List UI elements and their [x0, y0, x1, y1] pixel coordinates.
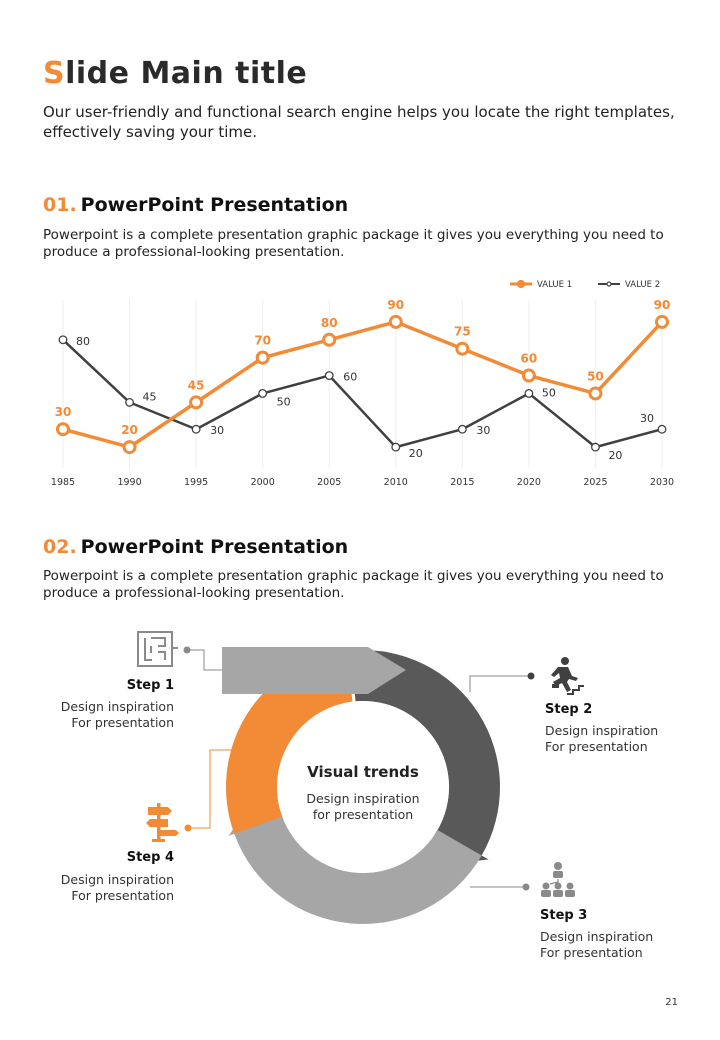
- step-2-description: [545, 723, 658, 755]
- value-2-point: [325, 372, 333, 380]
- cycle-center-desc-line-2: for presentation: [312, 807, 414, 822]
- step-2-desc-line-1: Design inspiration: [545, 723, 659, 738]
- step-2-connector: [470, 676, 531, 692]
- value-2-point: [192, 425, 200, 433]
- x-tick-label: 2010: [383, 477, 408, 488]
- step-4-desc-line-1: Design inspiration: [60, 872, 174, 887]
- step-4-desc-line-2: For presentation: [71, 888, 174, 903]
- value-2-data-label: 30: [640, 412, 654, 426]
- page-number: 21: [665, 997, 678, 1008]
- x-tick-label: 2025: [583, 477, 608, 488]
- title-rest: lide Main title: [65, 56, 308, 91]
- value-1-data-label: 20: [121, 423, 138, 438]
- legend-label: VALUE 2: [625, 280, 661, 290]
- value-1-data-label: 75: [453, 324, 471, 339]
- step-3-desc-line-1: Design inspiration: [540, 929, 654, 944]
- value-2-data-label: 50: [276, 395, 291, 409]
- value-1-data-label: 60: [520, 351, 538, 366]
- value-1-data-label: 30: [54, 405, 72, 420]
- signpost-icon: [146, 803, 179, 842]
- x-tick-label: 2005: [317, 477, 342, 488]
- value-1-point: [657, 316, 668, 327]
- value-2-data-label: 80: [76, 334, 90, 348]
- value-2-point: [525, 390, 533, 398]
- title-accent-letter: S: [43, 56, 66, 91]
- value-2-data-label: 50: [541, 386, 556, 400]
- value-1-point: [58, 424, 69, 435]
- section-1-heading: [43, 194, 348, 216]
- value-1-data-label: 80: [320, 315, 338, 330]
- step-1-connector: [187, 650, 222, 670]
- step-4-dot: [185, 825, 192, 832]
- section-2-number: 02.: [43, 536, 77, 558]
- value-1-data-label: 90: [387, 297, 405, 312]
- team-hierarchy-icon: [541, 862, 575, 897]
- value-2-data-label: 20: [408, 447, 423, 461]
- x-tick-label: 1995: [184, 477, 209, 488]
- step-1-desc-line-1: Design inspiration: [60, 699, 174, 714]
- step-4-connector: [188, 750, 232, 828]
- legend-marker: [518, 281, 525, 288]
- step-4-description: [61, 872, 174, 904]
- step-3-title: Step 3: [540, 908, 588, 923]
- cycle-top-arrow: [222, 647, 406, 694]
- x-tick-label: 2015: [450, 477, 475, 488]
- value-2-point: [392, 443, 400, 451]
- step-1-dot: [184, 647, 191, 654]
- line-chart: [40, 270, 690, 495]
- value-1-point: [324, 334, 335, 345]
- section-2-heading: [43, 536, 348, 558]
- value-2-point: [259, 390, 267, 398]
- step-1-title: Step 1: [126, 678, 174, 693]
- step-2-dot: [528, 673, 535, 680]
- legend-marker: [607, 282, 611, 286]
- step-3-desc-line-2: For presentation: [540, 945, 643, 960]
- value-2-data-label: 45: [142, 390, 157, 404]
- value-2-point: [592, 443, 600, 451]
- page-title: [43, 56, 307, 91]
- section-1-description: Powerpoint is a complete presentation graphic package it gives you everything you need to produce a professional-looking presentation.: [43, 227, 664, 260]
- value-2-data-label: 30: [210, 424, 225, 438]
- step-4-title: Step 4: [126, 850, 174, 865]
- x-tick-label: 1985: [50, 477, 76, 488]
- cycle-center-desc-line-1: Design inspiration: [306, 791, 420, 806]
- value-2-point: [658, 425, 666, 433]
- value-1-point: [191, 397, 202, 408]
- x-tick-label: 2000: [250, 477, 275, 488]
- value-2-data-label: 30: [476, 424, 491, 438]
- step-2-title: Step 2: [545, 702, 593, 717]
- value-1-data-label: 70: [254, 333, 272, 348]
- page-subtitle: Our user-friendly and functional search engine helps you locate the right templates, effectively saving your time.: [43, 103, 675, 141]
- value-1-point: [457, 343, 468, 354]
- value-1-data-label: 50: [587, 369, 604, 384]
- value-1-point: [390, 316, 401, 327]
- cycle-center-circle: [277, 701, 449, 873]
- x-tick-label: 2030: [649, 477, 675, 488]
- cycle-center-description: [290, 791, 436, 823]
- value-1-point: [523, 370, 534, 381]
- value-2-point: [126, 399, 134, 407]
- maze-icon: [138, 632, 178, 666]
- value-2-data-label: 60: [343, 370, 358, 384]
- step-1-desc-line-2: For presentation: [71, 715, 174, 730]
- section-1-title: PowerPoint Presentation: [80, 194, 349, 216]
- value-1-point: [257, 352, 268, 363]
- section-2-title: PowerPoint Presentation: [80, 536, 349, 558]
- value-1-data-label: 45: [187, 378, 205, 393]
- running-stairs-icon: [551, 657, 584, 694]
- step-1-description: [61, 699, 174, 731]
- step-2-desc-line-2: For presentation: [545, 739, 648, 754]
- section-2-description: Powerpoint is a complete presentation graphic package it gives you everything you need to produce a professional-looking presentation.: [43, 568, 664, 601]
- step-3-dot: [523, 884, 530, 891]
- x-tick-label: 2020: [516, 477, 541, 488]
- legend-label: VALUE 1: [537, 280, 573, 290]
- section-1-number: 01.: [43, 194, 77, 216]
- value-2-point: [459, 425, 467, 433]
- value-2-data-label: 20: [608, 449, 623, 463]
- cycle-center-title: Visual trends: [307, 763, 419, 781]
- x-tick-label: 1990: [117, 477, 142, 488]
- value-1-data-label: 90: [653, 297, 671, 312]
- value-1-point: [124, 442, 135, 453]
- value-1-point: [590, 388, 601, 399]
- value-2-point: [59, 336, 67, 344]
- step-3-description: [540, 929, 653, 961]
